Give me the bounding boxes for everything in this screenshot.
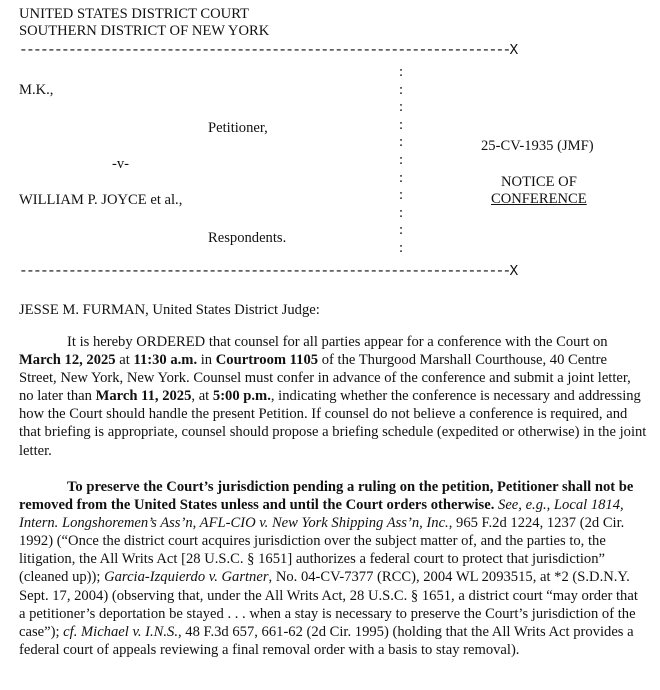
judge-line: JESSE M. FURMAN, United States District Judge: [19,302,320,318]
caption-colon: : [398,64,404,80]
stay-order: To preserve the Court’s jurisdiction pending a ruling on the petition, Petitioner shall not be removed from the United States unless and until the Court orders otherwise. [19,479,634,514]
caption-colon: : [398,187,404,204]
case-number: 25-CV-1935 (JMF) [481,138,594,154]
order-text: , indicating whether the conference is necessary and addressing how the Court should handle the present Petition. If counsel do not believe a conference is required, and that briefing is appropriate, counsel should propose a briefing schedule (expedited or otherwise) in the joint letter. [19,388,647,459]
document-title-line2: CONFERENCE [491,191,587,207]
case-citation: See, e.g., Local 1814, Intern. Longshoremen’s Ass’n, AFL-CIO v. New York Shipping Ass’n, Inc. [19,497,624,532]
document-title-line1: NOTICE OF [501,174,577,190]
court-heading [19,6,269,40]
versus-label: -v- [112,156,130,172]
order-text: in [197,352,216,369]
caption-colon: : [398,116,404,133]
citation-text: , 965 F.2d 1224, 1237 (2d Cir. 1992) (“Once the district court acquires jurisdiction over the subject matter of, and the parties to, the litigation, the All Writs Act [28 U.S.C. § 1651] authorizes a federal court to protect that jurisdiction” (cleaned up)); [19,515,625,586]
caption-colon: : [398,81,404,98]
letter-due-date: March 11, 2025 [95,388,192,405]
court-district: SOUTHERN DISTRICT OF NEW YORK [19,23,270,39]
letter-due-time: 5:00 p.m. [212,388,271,405]
respondent-name: WILLIAM P. JOYCE et al., [19,192,183,208]
caption-divider-top: ----------------------------------------------------------------------X [19,43,517,59]
petitioner-name: M.K., [19,82,54,98]
order-text: , at [191,388,213,405]
order-text: of the Thurgood Marshall Courthouse, 40 Centre Street, New York, New York. Counsel must confer in advance of the conference and submit a joint letter, no later than [19,352,631,405]
caption-colon-column [397,64,405,258]
case-citation: Garcia-Izquierdo v. Gartner [104,569,269,586]
stay-paragraph [19,478,647,659]
order-paragraph [19,333,647,460]
court-name: UNITED STATES DISTRICT COURT [19,6,249,22]
caption-colon: : [398,151,404,168]
order-text: at [115,352,134,369]
citation-text: , No. 04-CV-7377 (RCC), 2004 WL 2093515, at *2 (S.D.N.Y. Sept. 17, 2004) (observing that, under the All Writs Act, 28 U.S.C. § 1651, a district court “may order that a petitioner’s deportation be stayed . . . when a stay is necessary to preserve the Court’s jurisdiction of the case”); [19,569,638,640]
caption-colon: : [398,222,404,239]
petitioner-role: Petitioner, [208,120,268,136]
citation-text: , 48 F.3d 657, 661-62 (2d Cir. 1995) (holding that the All Writs Act provides a federal court of appeals reviewing a final removal order with a basis to stay removal). [19,623,634,658]
respondent-role: Respondents. [208,230,287,246]
caption-divider-bottom: ----------------------------------------------------------------------X [19,264,517,280]
courtroom: Courtroom 1105 [215,352,319,369]
conference-date: March 12, 2025 [19,352,116,369]
order-text: It is hereby ORDERED that counsel for all parties appear for a conference with the Court on [67,334,608,350]
caption-colon: : [398,134,404,151]
caption-colon: : [398,204,404,221]
caption-colon: : [398,169,404,186]
caption-colon: : [398,239,404,256]
case-citation: cf. Michael v. I.N.S. [63,623,178,640]
caption-colon: : [398,99,404,116]
conference-time: 11:30 a.m. [133,352,198,369]
